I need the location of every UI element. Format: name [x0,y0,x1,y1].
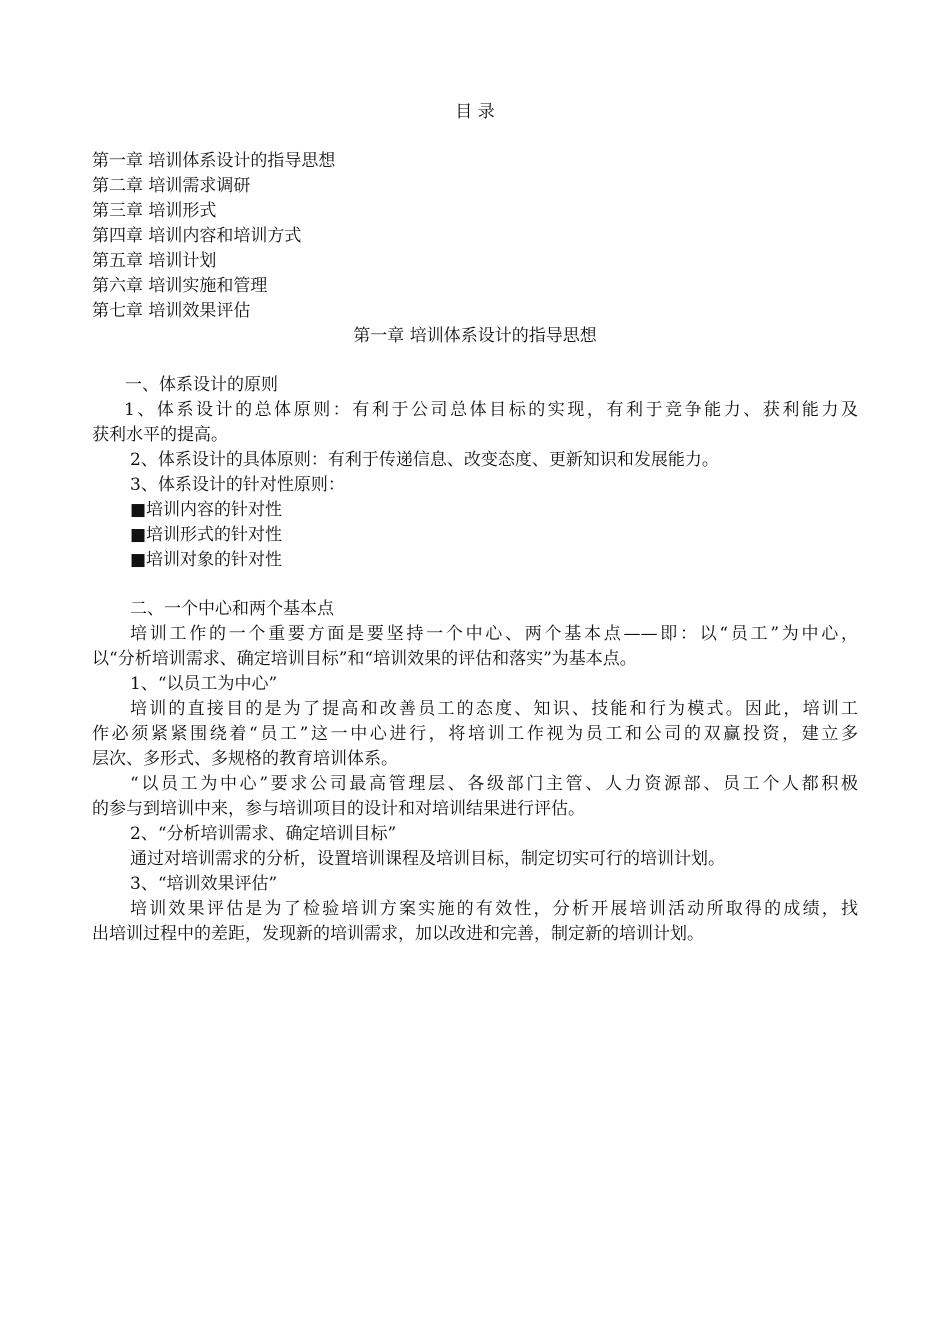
paragraph-line: 获利水平的提高。 [92,425,228,445]
toc-item: 第七章 培训效果评估 [92,301,251,321]
paragraph-line: “以员工为中心”要求公司最高管理层、各级部门主管、人力资源部、员工个人都积极 [130,774,858,794]
bullet-item: ■培训对象的针对性 [130,550,283,570]
paragraph-line: 1、体系设计的总体原则：有利于公司总体目标的实现，有利于竞争能力、获利能力及 [124,400,858,420]
paragraph-line: 培训效果评估是为了检验培训方案实施的有效性，分析开展培训活动所取得的成绩，找 [130,899,858,919]
paragraph-line: 通过对培训需求的分析，设置培训课程及培训目标，制定切实可行的培训计划。 [130,849,725,869]
toc-item: 第一章 培训体系设计的指导思想 [92,151,336,171]
paragraph-line: 出培训过程中的差距，发现新的培训需求，加以改进和完善，制定新的培训计划。 [92,924,704,944]
paragraph-line: 作必须紧紧围绕着“员工”这一中心进行，将培训工作视为员工和公司的双赢投资，建立多 [92,724,858,744]
paragraph-line: 3、体系设计的针对性原则： [130,475,345,495]
paragraph-line: 的参与到培训中来，参与培训项目的设计和对培训结果进行评估。 [92,799,585,819]
subsection-heading: 3、“培训效果评估” [130,874,278,894]
toc-item: 第二章 培训需求调研 [92,176,251,196]
toc-item: 第五章 培训计划 [92,251,217,271]
toc-title: 目 录 [455,102,495,122]
paragraph-line: 培训的直接目的是为了提高和改善员工的态度、知识、技能和行为模式。因此，培训工 [130,699,858,719]
toc-item: 第六章 培训实施和管理 [92,276,268,296]
bullet-item: ■培训形式的针对性 [130,525,283,545]
toc-item: 第四章 培训内容和培训方式 [92,226,302,246]
paragraph-line: 层次、多形式、多规格的教育培训体系。 [92,749,398,769]
chapter-title: 第一章 培训体系设计的指导思想 [353,326,597,346]
paragraph-line: 以“分析培训需求、确定培训目标”和“培训效果的评估和落实”为基本点。 [92,649,637,669]
toc-item: 第三章 培训形式 [92,201,217,221]
section-heading: 一、体系设计的原则 [125,375,278,395]
bullet-item: ■培训内容的针对性 [130,500,283,520]
paragraph-line: 2、体系设计的具体原则：有利于传递信息、改变态度、更新知识和发展能力。 [130,450,719,470]
section-heading: 二、一个中心和两个基本点 [130,599,334,619]
subsection-heading: 2、“分析培训需求、确定培训目标” [130,824,397,844]
subsection-heading: 1、“以员工为中心” [130,674,278,694]
paragraph-line: 培训工作的一个重要方面是要坚持一个中心、两个基本点——即：以“员工”为中心， [130,624,858,644]
